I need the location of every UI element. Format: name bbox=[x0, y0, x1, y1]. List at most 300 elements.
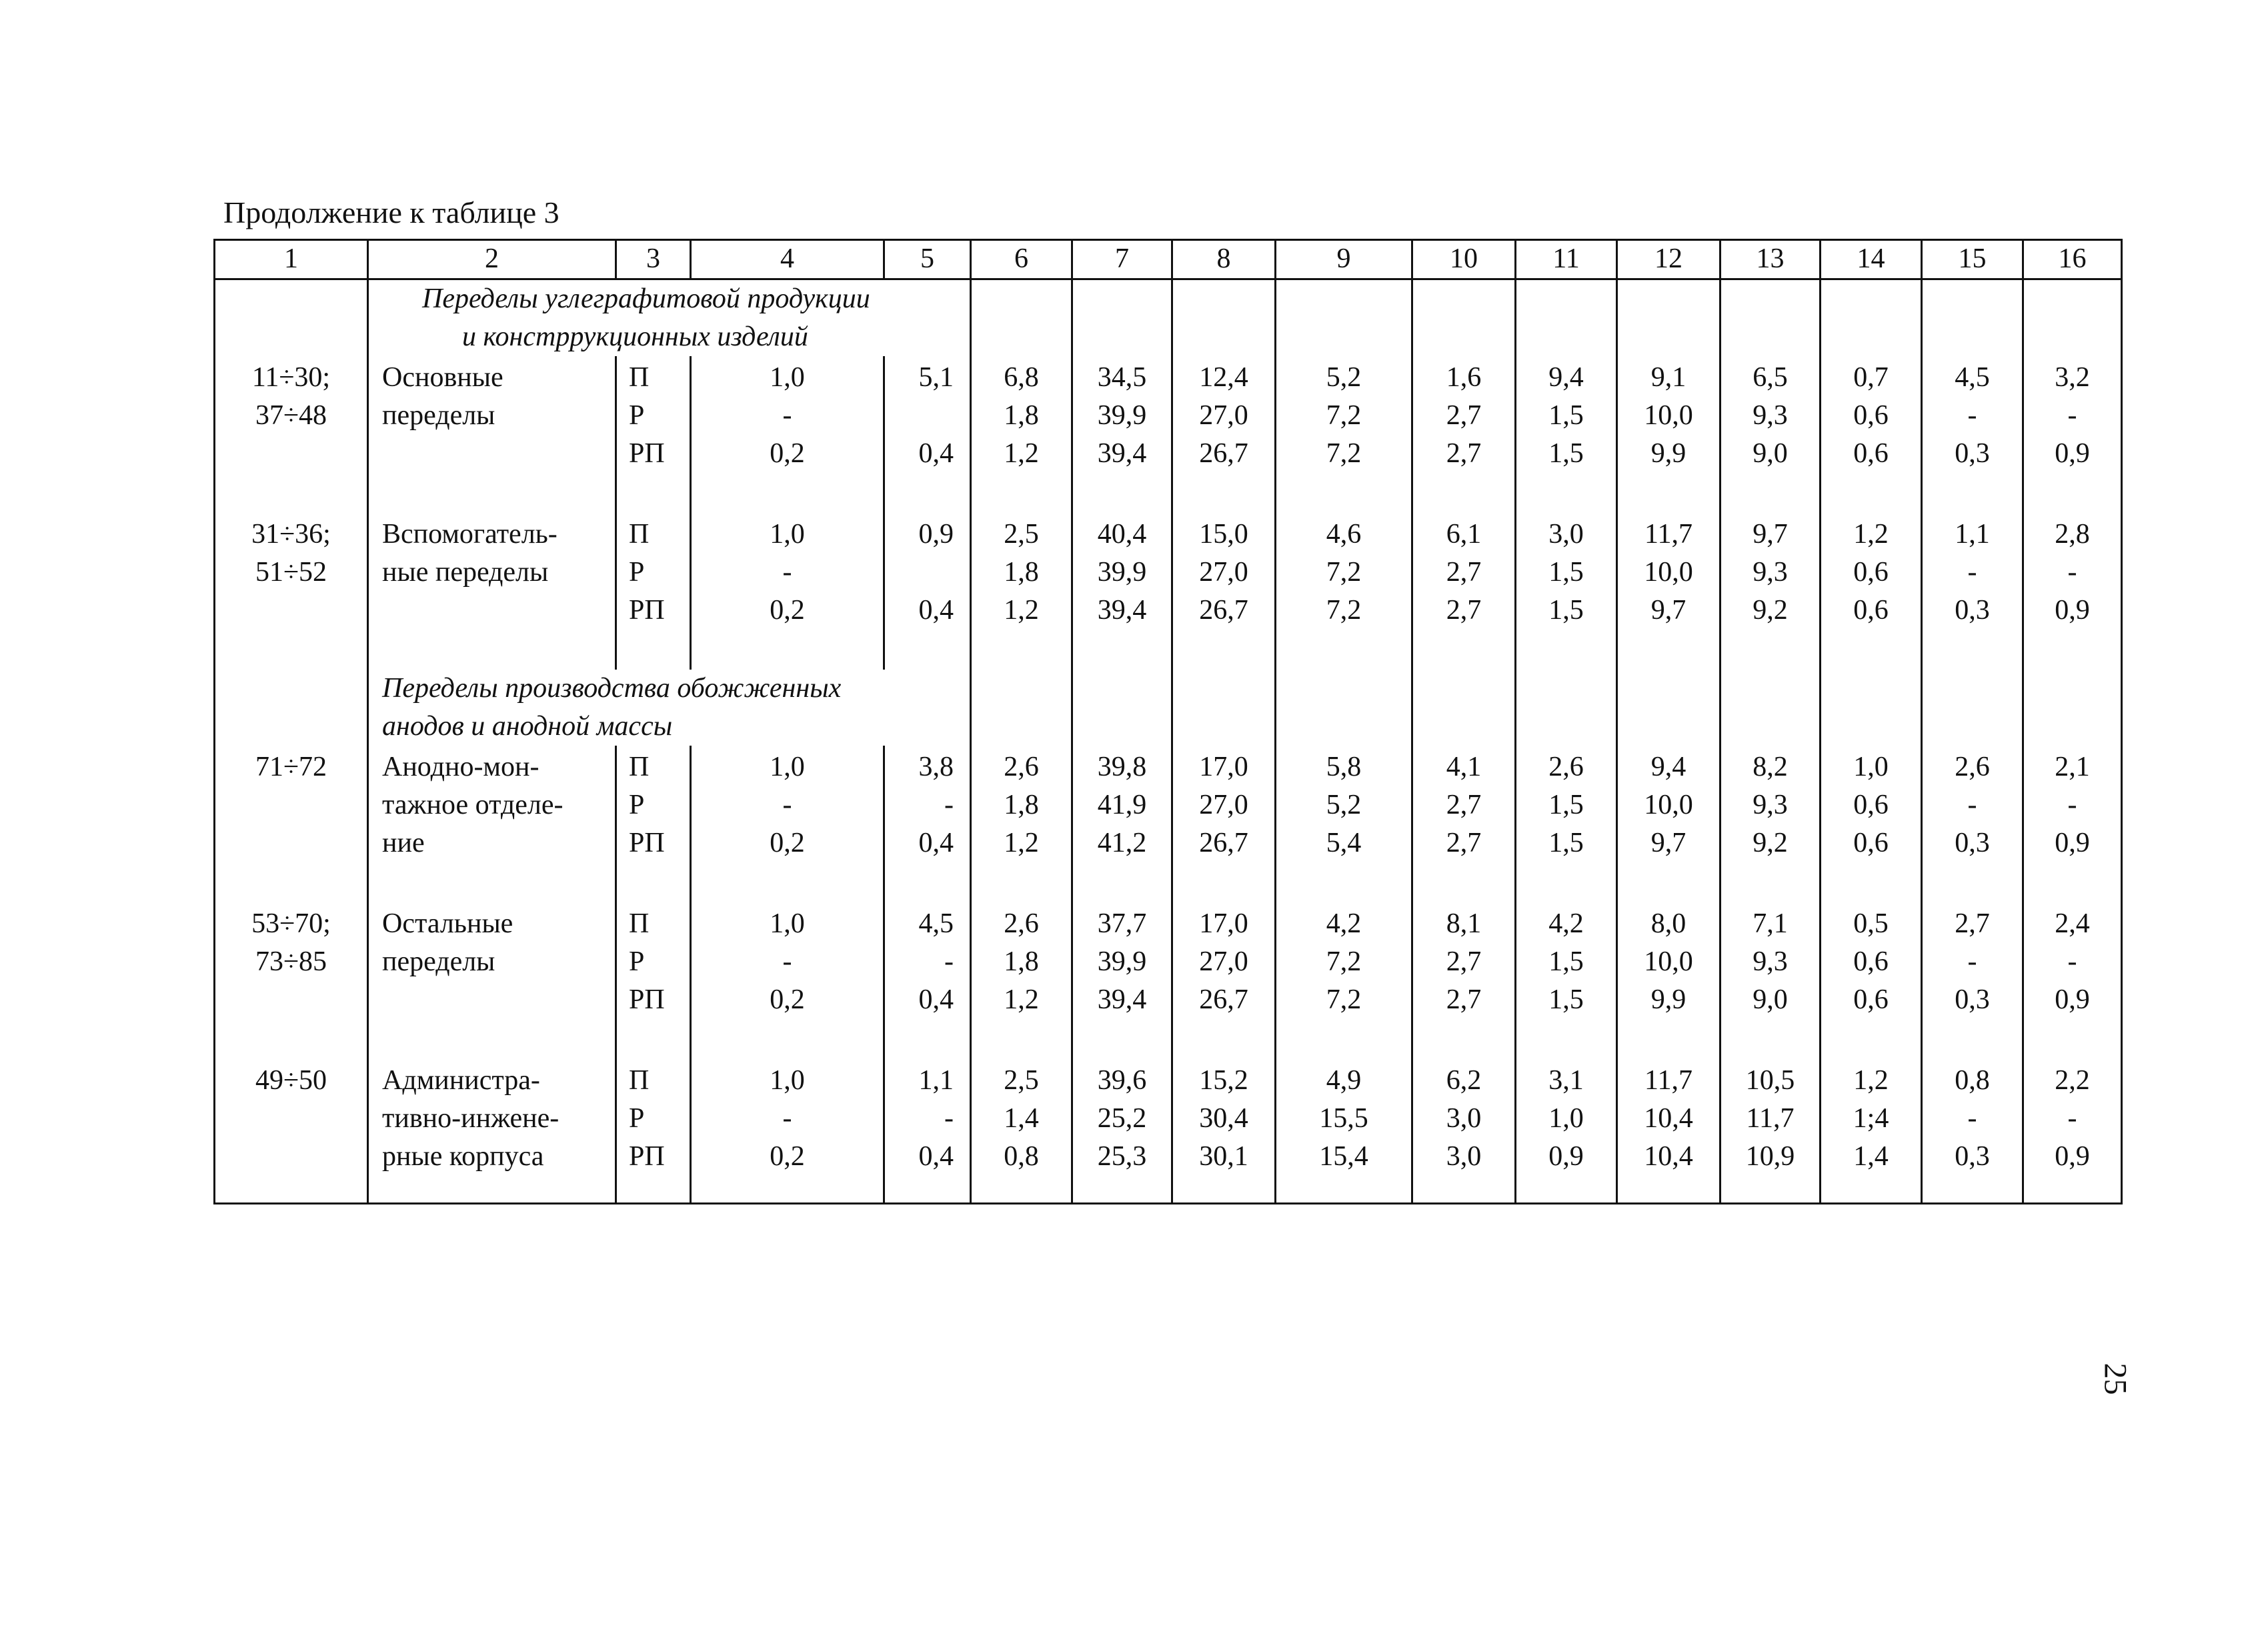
value: 0,3 bbox=[1955, 595, 1990, 626]
value-cell bbox=[616, 746, 691, 902]
value: - bbox=[782, 946, 792, 977]
value: - bbox=[2067, 946, 2077, 977]
value: 9,4 bbox=[1548, 362, 1584, 393]
value: 7,1 bbox=[1753, 908, 1788, 939]
value-cell bbox=[616, 1059, 691, 1204]
code-cell bbox=[215, 902, 368, 1059]
empty-cell bbox=[1617, 279, 1721, 357]
value: 39,4 bbox=[1097, 984, 1147, 1015]
value: 1,2 bbox=[1853, 1065, 1889, 1096]
value: 9,7 bbox=[1650, 828, 1686, 858]
value bbox=[885, 397, 954, 435]
value: 1,6 bbox=[1446, 362, 1482, 393]
value: 27,0 bbox=[1199, 557, 1248, 588]
value: 1,0 bbox=[1853, 752, 1889, 782]
value: 1,4 bbox=[1853, 1141, 1889, 1172]
empty-cell bbox=[1821, 279, 1922, 357]
type-label: РП bbox=[629, 438, 665, 469]
name-line: Основные bbox=[382, 362, 503, 393]
value-cell bbox=[1412, 1059, 1516, 1204]
value: 2,7 bbox=[1446, 946, 1482, 977]
value: 4,5 bbox=[918, 908, 954, 939]
column-header: 3 bbox=[616, 240, 691, 279]
value: - bbox=[782, 1103, 792, 1134]
value-cell bbox=[1172, 513, 1276, 670]
value: - bbox=[2067, 557, 2077, 588]
value: 27,0 bbox=[1199, 790, 1248, 820]
value: 15,0 bbox=[1199, 519, 1248, 550]
value: 9,3 bbox=[1753, 946, 1788, 977]
value: 10,0 bbox=[1644, 400, 1693, 431]
value: 1,5 bbox=[1548, 790, 1584, 820]
value: 0,9 bbox=[2055, 438, 2090, 469]
value: 40,4 bbox=[1097, 519, 1147, 550]
value: 8,2 bbox=[1753, 752, 1788, 782]
value-cell bbox=[1922, 1059, 2023, 1204]
value-cell bbox=[2023, 1059, 2122, 1204]
empty-cell bbox=[1172, 670, 1276, 746]
value-cell bbox=[884, 356, 971, 513]
value: 9,3 bbox=[1753, 400, 1788, 431]
value: 2,7 bbox=[1446, 557, 1482, 588]
name-line: Остальные bbox=[382, 908, 513, 939]
value: 12,4 bbox=[1199, 362, 1248, 393]
section-header-row bbox=[215, 670, 2122, 746]
value-cell bbox=[1276, 513, 1412, 670]
empty-cell bbox=[2023, 279, 2122, 357]
value: - bbox=[944, 790, 954, 820]
value-cell bbox=[1922, 902, 2023, 1059]
value-cell bbox=[1276, 902, 1412, 1059]
value-cell bbox=[884, 746, 971, 902]
name-line: ные переделы bbox=[382, 557, 549, 588]
value-cell bbox=[1172, 1059, 1276, 1204]
value: 15,4 bbox=[1319, 1141, 1368, 1172]
value: 2,7 bbox=[1446, 438, 1482, 469]
value: 0,9 bbox=[2055, 595, 2090, 626]
empty-cell bbox=[215, 670, 368, 746]
code-line: 53÷70; bbox=[251, 908, 331, 939]
value: 39,9 bbox=[1097, 557, 1147, 588]
value: 1,2 bbox=[1004, 595, 1039, 626]
value: 7,2 bbox=[1326, 595, 1362, 626]
value: 9,0 bbox=[1753, 984, 1788, 1015]
value: 7,2 bbox=[1326, 400, 1362, 431]
empty-cell bbox=[1721, 279, 1821, 357]
value: 41,9 bbox=[1097, 790, 1147, 820]
section-title bbox=[368, 279, 971, 357]
value: 5,4 bbox=[1326, 828, 1362, 858]
empty-cell bbox=[2023, 670, 2122, 746]
value: - bbox=[944, 1103, 954, 1134]
value-cell bbox=[1172, 356, 1276, 513]
value: 10,5 bbox=[1745, 1065, 1795, 1096]
name-line: Администра- bbox=[382, 1065, 540, 1096]
value: 2,5 bbox=[1004, 519, 1039, 550]
value: 26,7 bbox=[1199, 595, 1248, 626]
value-cell bbox=[1072, 746, 1172, 902]
value: 27,0 bbox=[1199, 400, 1248, 431]
empty-cell bbox=[1412, 279, 1516, 357]
value: 1,0 bbox=[770, 752, 805, 782]
empty-cell bbox=[1072, 279, 1172, 357]
value: 34,5 bbox=[1097, 362, 1147, 393]
table-row bbox=[215, 1059, 2122, 1204]
column-header: 7 bbox=[1072, 240, 1172, 279]
value: 30,1 bbox=[1199, 1141, 1248, 1172]
section-header-row bbox=[215, 279, 2122, 357]
column-header: 12 bbox=[1617, 240, 1721, 279]
value: 0,4 bbox=[918, 1141, 954, 1172]
value: 1,1 bbox=[1955, 519, 1990, 550]
value: 3,0 bbox=[1446, 1141, 1482, 1172]
table-row bbox=[215, 356, 2122, 513]
value: 9,2 bbox=[1753, 828, 1788, 858]
value: 2,6 bbox=[1548, 752, 1584, 782]
value: 0,9 bbox=[918, 519, 954, 550]
value: 0,2 bbox=[770, 1141, 805, 1172]
value-cell bbox=[1821, 513, 1922, 670]
column-header: 9 bbox=[1276, 240, 1412, 279]
value-cell bbox=[884, 513, 971, 670]
page-number: 25 bbox=[2097, 1363, 2133, 1395]
value: 3,8 bbox=[918, 752, 954, 782]
value: 3,0 bbox=[1548, 519, 1584, 550]
value: 1,2 bbox=[1853, 519, 1889, 550]
type-label: Р bbox=[629, 1103, 645, 1134]
value: 2,4 bbox=[2055, 908, 2090, 939]
code-line: 49÷50 bbox=[255, 1065, 327, 1096]
value-cell bbox=[1072, 513, 1172, 670]
value: 25,2 bbox=[1097, 1103, 1147, 1134]
empty-cell bbox=[1276, 279, 1412, 357]
name-line: ние bbox=[382, 828, 425, 858]
value: 39,6 bbox=[1097, 1065, 1147, 1096]
value: 0,2 bbox=[770, 828, 805, 858]
table-body bbox=[215, 279, 2122, 1204]
value: 9,4 bbox=[1650, 752, 1686, 782]
table-row bbox=[215, 513, 2122, 670]
value: 1,2 bbox=[1004, 828, 1039, 858]
value: 1,5 bbox=[1548, 438, 1584, 469]
value-cell bbox=[1922, 356, 2023, 513]
name-cell bbox=[368, 746, 616, 902]
value-cell bbox=[1276, 356, 1412, 513]
value-cell bbox=[1072, 902, 1172, 1059]
section-title-line: Переделы производства обожженных bbox=[382, 673, 842, 704]
value-cell bbox=[1276, 1059, 1412, 1204]
column-header: 13 bbox=[1721, 240, 1821, 279]
empty-cell bbox=[1516, 279, 1617, 357]
value: 5,2 bbox=[1326, 362, 1362, 393]
value: 0,3 bbox=[1955, 438, 1990, 469]
value: 0,4 bbox=[918, 828, 954, 858]
value: - bbox=[2067, 790, 2077, 820]
value: 30,4 bbox=[1199, 1103, 1248, 1134]
name-line: рные корпуса bbox=[382, 1141, 544, 1172]
value-cell bbox=[2023, 746, 2122, 902]
type-label: П bbox=[629, 1065, 650, 1096]
value: 6,1 bbox=[1446, 519, 1482, 550]
value: - bbox=[1967, 790, 1977, 820]
value: 1;4 bbox=[1853, 1103, 1889, 1134]
value: 9,7 bbox=[1650, 595, 1686, 626]
name-cell bbox=[368, 1059, 616, 1204]
value-cell bbox=[884, 902, 971, 1059]
value: 6,2 bbox=[1446, 1065, 1482, 1096]
type-label: Р bbox=[629, 400, 645, 431]
value: 0,2 bbox=[770, 595, 805, 626]
value-cell bbox=[1721, 356, 1821, 513]
column-header: 6 bbox=[971, 240, 1072, 279]
value: 0,4 bbox=[918, 438, 954, 469]
value: 0,5 bbox=[1853, 908, 1889, 939]
value-cell bbox=[1922, 513, 2023, 670]
value: 39,9 bbox=[1097, 400, 1147, 431]
value: 7,2 bbox=[1326, 557, 1362, 588]
value: - bbox=[782, 790, 792, 820]
value: - bbox=[1967, 1103, 1977, 1134]
value: 7,2 bbox=[1326, 946, 1362, 977]
column-header: 14 bbox=[1821, 240, 1922, 279]
empty-cell bbox=[971, 279, 1072, 357]
value: 41,2 bbox=[1097, 828, 1147, 858]
code-cell bbox=[215, 356, 368, 513]
value: 9,3 bbox=[1753, 790, 1788, 820]
value: 2,2 bbox=[2055, 1065, 2090, 1096]
value: 0,4 bbox=[918, 984, 954, 1015]
column-header: 2 bbox=[368, 240, 616, 279]
value: 9,0 bbox=[1753, 438, 1788, 469]
value-cell bbox=[971, 902, 1072, 1059]
name-cell bbox=[368, 902, 616, 1059]
value-cell bbox=[1072, 1059, 1172, 1204]
data-table bbox=[213, 239, 2123, 1204]
value-cell bbox=[1172, 902, 1276, 1059]
value: 11,7 bbox=[1644, 1065, 1692, 1096]
value-cell bbox=[1721, 746, 1821, 902]
value: 26,7 bbox=[1199, 984, 1248, 1015]
value: 0,6 bbox=[1853, 790, 1889, 820]
value: 10,0 bbox=[1644, 557, 1693, 588]
value: 10,0 bbox=[1644, 790, 1693, 820]
value: - bbox=[1967, 400, 1977, 431]
code-line: 71÷72 bbox=[255, 752, 327, 782]
value: 1,5 bbox=[1548, 595, 1584, 626]
type-label: РП bbox=[629, 984, 665, 1015]
value: 0,8 bbox=[1004, 1141, 1039, 1172]
value: 1,4 bbox=[1004, 1103, 1039, 1134]
value: 4,9 bbox=[1326, 1065, 1362, 1096]
value: 0,6 bbox=[1853, 595, 1889, 626]
value: 10,4 bbox=[1644, 1103, 1693, 1134]
value: 3,1 bbox=[1548, 1065, 1584, 1096]
value: - bbox=[944, 946, 954, 977]
section-title-line: анодов и анодной массы bbox=[382, 711, 673, 742]
value: 1,8 bbox=[1004, 557, 1039, 588]
value: 2,8 bbox=[2055, 519, 2090, 550]
value: 3,0 bbox=[1446, 1103, 1482, 1134]
value-cell bbox=[616, 902, 691, 1059]
header-row bbox=[215, 240, 2122, 279]
value: 1,8 bbox=[1004, 790, 1039, 820]
code-line: 31÷36; bbox=[251, 519, 331, 550]
value: 1,0 bbox=[770, 362, 805, 393]
type-label: РП bbox=[629, 1141, 665, 1172]
value: 6,5 bbox=[1753, 362, 1788, 393]
value-cell bbox=[2023, 902, 2122, 1059]
value: 4,2 bbox=[1326, 908, 1362, 939]
code-line: 73÷85 bbox=[255, 946, 327, 977]
value-cell bbox=[1516, 513, 1617, 670]
name-line: переделы bbox=[382, 400, 495, 431]
type-label: РП bbox=[629, 828, 665, 858]
value: 0,3 bbox=[1955, 1141, 1990, 1172]
empty-cell bbox=[971, 670, 1072, 746]
value: 2,6 bbox=[1004, 752, 1039, 782]
value-cell bbox=[1821, 746, 1922, 902]
type-label: РП bbox=[629, 595, 665, 626]
value-cell bbox=[2023, 513, 2122, 670]
section-title bbox=[368, 670, 971, 746]
column-header: 8 bbox=[1172, 240, 1276, 279]
value-cell bbox=[1721, 902, 1821, 1059]
value: 2,6 bbox=[1004, 908, 1039, 939]
value-cell bbox=[884, 1059, 971, 1204]
value-cell bbox=[1516, 1059, 1617, 1204]
value-cell bbox=[1617, 513, 1721, 670]
value-cell bbox=[1172, 746, 1276, 902]
value: 0,9 bbox=[1548, 1141, 1584, 1172]
value: - bbox=[1967, 557, 1977, 588]
value: 17,0 bbox=[1199, 752, 1248, 782]
value: 9,7 bbox=[1753, 519, 1788, 550]
value: 9,1 bbox=[1650, 362, 1686, 393]
code-cell bbox=[215, 1059, 368, 1204]
value-cell bbox=[1072, 356, 1172, 513]
value: - bbox=[782, 400, 792, 431]
value: 17,0 bbox=[1199, 908, 1248, 939]
code-line: 37÷48 bbox=[255, 400, 327, 431]
value-cell bbox=[1821, 1059, 1922, 1204]
value: 1,2 bbox=[1004, 438, 1039, 469]
value: 0,4 bbox=[918, 595, 954, 626]
value: 25,3 bbox=[1097, 1141, 1147, 1172]
value: 39,9 bbox=[1097, 946, 1147, 977]
value: 9,2 bbox=[1753, 595, 1788, 626]
type-label: П bbox=[629, 519, 650, 550]
value: 1,5 bbox=[1548, 400, 1584, 431]
value: 1,0 bbox=[770, 519, 805, 550]
value: 0,8 bbox=[1955, 1065, 1990, 1096]
value: 9,3 bbox=[1753, 557, 1788, 588]
name-line: переделы bbox=[382, 946, 495, 977]
value-cell bbox=[616, 513, 691, 670]
value: 0,9 bbox=[2055, 1141, 2090, 1172]
value-cell bbox=[691, 356, 884, 513]
empty-cell bbox=[1276, 670, 1412, 746]
value: 0,9 bbox=[2055, 828, 2090, 858]
value-cell bbox=[691, 902, 884, 1059]
value-cell bbox=[691, 513, 884, 670]
empty-cell bbox=[1072, 670, 1172, 746]
value-cell bbox=[1516, 902, 1617, 1059]
column-header: 5 bbox=[884, 240, 971, 279]
value-cell bbox=[1617, 746, 1721, 902]
value-cell bbox=[1412, 356, 1516, 513]
value: 2,6 bbox=[1955, 752, 1990, 782]
value: 39,4 bbox=[1097, 595, 1147, 626]
value: 11,7 bbox=[1644, 519, 1692, 550]
value: 27,0 bbox=[1199, 946, 1248, 977]
value-cell bbox=[1412, 513, 1516, 670]
code-line: 11÷30; bbox=[251, 362, 331, 393]
name-line: Анодно-мон- bbox=[382, 752, 539, 782]
type-label: Р bbox=[629, 557, 645, 588]
value: 0,7 bbox=[1853, 362, 1889, 393]
empty-cell bbox=[1922, 279, 2023, 357]
value: 1,5 bbox=[1548, 984, 1584, 1015]
value-cell bbox=[971, 513, 1072, 670]
name-cell bbox=[368, 356, 616, 513]
value: 0,6 bbox=[1853, 984, 1889, 1015]
value-cell bbox=[1276, 746, 1412, 902]
empty-cell bbox=[1922, 670, 2023, 746]
value: 5,1 bbox=[918, 362, 954, 393]
value: - bbox=[2067, 400, 2077, 431]
column-header: 16 bbox=[2023, 240, 2122, 279]
code-cell bbox=[215, 746, 368, 902]
value: 39,8 bbox=[1097, 752, 1147, 782]
value-cell bbox=[691, 746, 884, 902]
empty-cell bbox=[215, 279, 368, 357]
empty-cell bbox=[1821, 670, 1922, 746]
value: 2,7 bbox=[1446, 790, 1482, 820]
name-line: тажное отделе- bbox=[382, 790, 563, 820]
table-caption: Продолжение к таблице 3 bbox=[223, 195, 559, 229]
type-label: П bbox=[629, 362, 650, 393]
value: 26,7 bbox=[1199, 438, 1248, 469]
name-line: тивно-инжене- bbox=[382, 1103, 559, 1134]
value: 0,2 bbox=[770, 984, 805, 1015]
value-cell bbox=[1412, 902, 1516, 1059]
value: 4,1 bbox=[1446, 752, 1482, 782]
value: 0,6 bbox=[1853, 438, 1889, 469]
value: - bbox=[2067, 1103, 2077, 1134]
value: 0,3 bbox=[1955, 984, 1990, 1015]
value-cell bbox=[1922, 746, 2023, 902]
value: 1,8 bbox=[1004, 400, 1039, 431]
value: 1,5 bbox=[1548, 557, 1584, 588]
code-cell bbox=[215, 513, 368, 670]
value: - bbox=[782, 557, 792, 588]
value: 1,1 bbox=[918, 1065, 954, 1096]
value: 0,6 bbox=[1853, 557, 1889, 588]
value: 1,2 bbox=[1004, 984, 1039, 1015]
value: 0,2 bbox=[770, 438, 805, 469]
value: 4,2 bbox=[1548, 908, 1584, 939]
value: 2,1 bbox=[2055, 752, 2090, 782]
empty-cell bbox=[1516, 670, 1617, 746]
value: 26,7 bbox=[1199, 828, 1248, 858]
value-cell bbox=[1617, 1059, 1721, 1204]
value-cell bbox=[1516, 746, 1617, 902]
value: 10,4 bbox=[1644, 1141, 1693, 1172]
value-cell bbox=[1821, 902, 1922, 1059]
value: 0,3 bbox=[1955, 828, 1990, 858]
value: 0,6 bbox=[1853, 828, 1889, 858]
value: 1,5 bbox=[1548, 946, 1584, 977]
